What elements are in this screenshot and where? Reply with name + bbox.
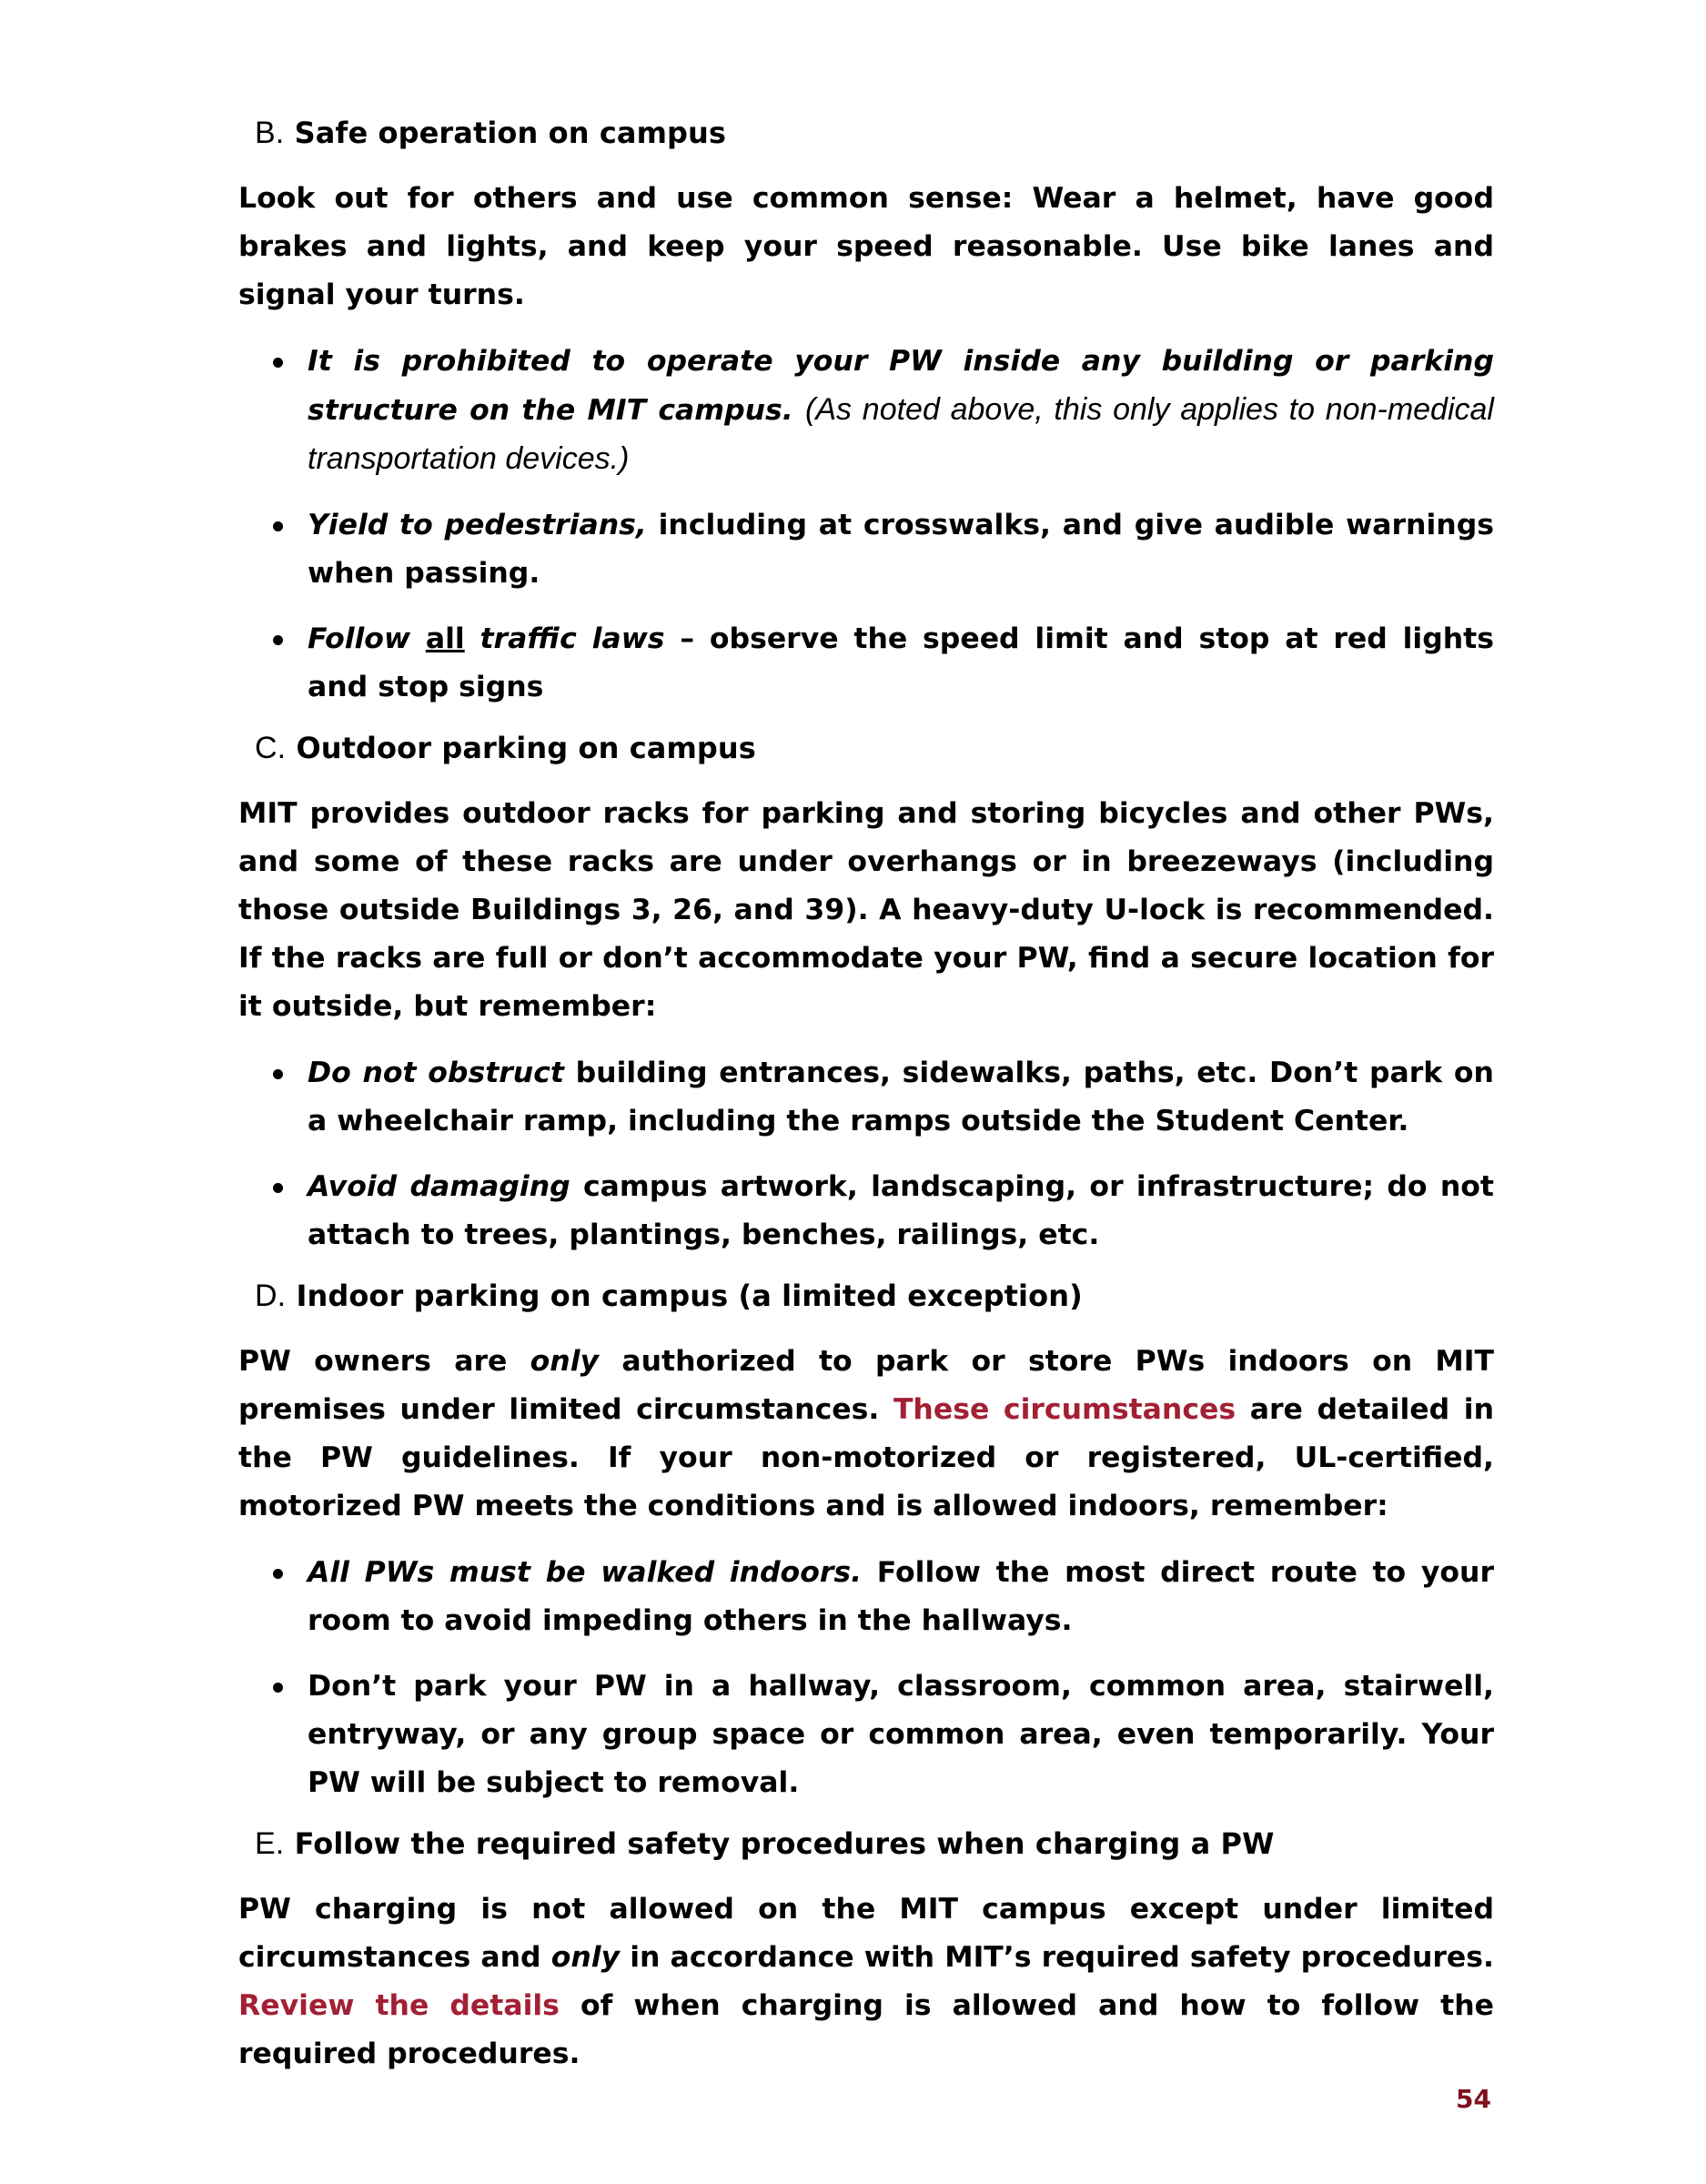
- section-c-letter: C.: [255, 731, 287, 765]
- body-text: including at crosswalks, and give audible warnings when passing.: [308, 509, 1494, 590]
- section-c-intro: MIT provides outdoor racks for parking and storing bicycles and other PWs, and some of these racks are under overhangs or in breezeways (including those outside Buildings 3, 26, and 39). A heavy-duty U-lock is recommended. If the racks are full or don’t accommodate your PW, find a secure location for it outside, but remember:: [238, 797, 1494, 1023]
- review-details-link[interactable]: Review the details: [238, 1989, 560, 2022]
- emphasis-text: All PWs must be walked indoors.: [308, 1556, 863, 1589]
- emphasis-text: only: [530, 1345, 600, 1378]
- section-d-letter: D.: [255, 1279, 287, 1313]
- section-d-title: Indoor parking on campus (a limited exception): [296, 1279, 1083, 1313]
- body-text: Follow the most direct route to your room to avoid impeding others in the hallways.: [308, 1556, 1494, 1637]
- section-b-list: [238, 338, 1494, 712]
- list-item: [238, 1549, 1494, 1645]
- body-text: in accordance with MIT’s required safety procedures.: [620, 1941, 1494, 1974]
- document-page: [238, 109, 1494, 2078]
- section-e-heading: [255, 1820, 1494, 1867]
- body-text: campus artwork, landscaping, or infrastructure; do not attach to trees, plantings, benches, railings, etc.: [308, 1170, 1494, 1251]
- page-number: 54: [1456, 2084, 1491, 2114]
- emphasis-text: Follow: [308, 622, 426, 655]
- emphasis-text: traffic laws: [464, 622, 665, 655]
- section-b-letter: B.: [255, 116, 285, 150]
- list-item: [238, 1663, 1494, 1807]
- emphasis-text: It is prohibited to operate your PW inside any building or parking structure on the MIT campus.: [308, 345, 1494, 427]
- body-text: PW owners are: [238, 1345, 530, 1378]
- section-c-list: [238, 1049, 1494, 1259]
- section-b-heading: [255, 109, 1494, 157]
- body-text: PW charging is not allowed on the MIT campus except under limited circumstances and: [238, 1893, 1494, 1974]
- section-d-list: [238, 1549, 1494, 1807]
- section-e-letter: E.: [255, 1826, 285, 1861]
- emphasis-text: Avoid damaging: [308, 1170, 570, 1203]
- emphasis-text: only: [550, 1941, 621, 1974]
- underlined-text: all: [425, 622, 465, 655]
- section-e-title: Follow the required safety procedures when charging a PW: [294, 1826, 1275, 1861]
- body-text: are detailed in the PW guidelines. If your non-motorized or registered, UL-certified, motorized PW meets the conditions and is allowed indoors, remember:: [238, 1393, 1494, 1522]
- body-text: Don’t park your PW in a hallway, classroom, common area, stairwell, entryway, or any group space or common area, even temporarily. Your PW will be subject to removal.: [308, 1670, 1494, 1799]
- section-c-title: Outdoor parking on campus: [296, 731, 756, 765]
- emphasis-text: Do not obstruct: [308, 1057, 564, 1089]
- list-item: [238, 338, 1494, 484]
- list-item: [238, 1049, 1494, 1146]
- list-item: [238, 501, 1494, 598]
- section-c-heading: [255, 724, 1494, 772]
- body-text: authorized to park or store PWs indoors on MIT premises under limited circumstances.: [238, 1345, 1494, 1426]
- list-item: [238, 615, 1494, 712]
- emphasis-text: Yield to pedestrians,: [308, 509, 647, 541]
- section-e-intro: [238, 1886, 1494, 2078]
- section-d-intro: [238, 1338, 1494, 1531]
- body-text: of when charging is allowed and how to follow the required procedures.: [238, 1989, 1494, 2070]
- section-d-heading: [255, 1272, 1494, 1320]
- section-b-intro: Look out for others and use common sense: Wear a helmet, have good brakes and lights, and keep your speed reasonable. Use bike lanes and signal your turns.: [238, 182, 1494, 311]
- note-text: (As noted above, this only applies to non-medical transportation devices.): [308, 392, 1494, 476]
- section-b-title: Safe operation on campus: [294, 116, 727, 150]
- body-text: – observe the speed limit and stop at red lights and stop signs: [308, 622, 1494, 703]
- list-item: [238, 1163, 1494, 1259]
- body-text: building entrances, sidewalks, paths, etc. Don’t park on a wheelchair ramp, including the ramps outside the Student Center.: [308, 1057, 1494, 1138]
- these-circumstances-link[interactable]: These circumstances: [893, 1393, 1237, 1426]
